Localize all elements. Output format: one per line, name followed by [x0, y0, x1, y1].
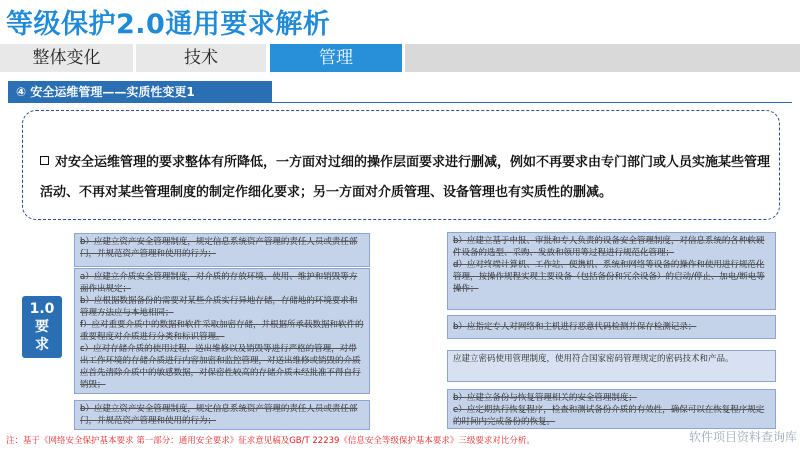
card-line: b）应根据数据备份的需要对某些介质实行异地存储，存储地的环境要求和管理方法应与本地相同；: [80, 296, 358, 318]
page-title: 等级保护2.0通用要求解析: [6, 9, 331, 40]
right-card-crypto-management: [447, 350, 776, 382]
card-line: b）应建立资产安全管理制度，规定信息系统资产管理的责任人员或责任部门，并规范资产管理和使用的行为；: [80, 237, 358, 259]
card-line: f）应对重要介质中的数据和软件采取加密存储，并根据所承载数据和软件的重要程度对介质进行分类和标识管理。: [80, 320, 364, 342]
left-card-asset-policy: [74, 233, 370, 267]
card-line: c）应对存储介质的使用过程、送出维修以及销毁等进行严格的管理，对带出工作环境的存储介质进行内容加密和监控管理，对送出维修或销毁的介质应首先清除介质中的敏感数据，对保密性较高的存储介质未经批准不得自行销毁；: [80, 344, 361, 390]
summary-text: 对安全运维管理的要求整体有所降低，一方面对过细的操作层面要求进行删减，例如不再要求由专门部门或人员实施某些管理活动、不再对某些管理制度的制定作细化要求；另一方面对介质管理、设备管理也有实质性的删减。: [40, 155, 771, 200]
card-line: d）应对终端计算机、工作站、便携机、系统和网络等设备的操作和使用进行规范化管理，按操作规程实现主要设备（包括备份和冗余设备）的启动/停止、加电/断电等操作；: [453, 260, 765, 294]
card-line: b）应指定专人对网络和主机进行恶意代码检测并保存检测记录；: [453, 322, 697, 332]
tab-management[interactable]: 管理: [270, 44, 402, 72]
left-card-asset-policy-repeat: [74, 400, 370, 430]
req-label-version: 1.0: [29, 301, 55, 317]
card-line: a）应建立介质安全管理制度，对介质的存放环境、使用、维护和销毁等方面作出规定；: [80, 272, 358, 294]
bullet-square-icon: [40, 156, 49, 165]
left-card-media-management: [74, 268, 370, 394]
right-card-malware-detection: [447, 315, 776, 339]
tab-bar-filler: [405, 44, 800, 72]
req-label-char-1: 要: [35, 319, 49, 335]
tab-bar: [0, 44, 800, 72]
requirement-version-label: [22, 296, 62, 358]
card-line: b）应建立资产安全管理制度，规定信息系统资产管理的责任人员或责任部门，并规范资产管理和使用的行为；: [80, 404, 358, 426]
tab-technical[interactable]: 技术: [136, 44, 266, 72]
tab-overall-changes[interactable]: 整体变化: [0, 44, 133, 72]
card-line: b）应建立备份与恢复管理相关的安全管理制度；: [453, 393, 637, 403]
right-card-device-management: [447, 232, 776, 310]
card-line: e）应定期执行恢复程序，检查和测试备份介质的有效性，确保可以在恢复程序规定的时间内完成备份的恢复。: [453, 405, 765, 427]
section-heading: ④ 安全运维管理——实质性变更1: [8, 81, 272, 103]
section-divider: [272, 102, 792, 103]
card-line: b）应建立基于申报、审批和专人负责的设备安全管理制度，对信息系统的各种软硬件设备的选型、采购、发放和领用等过程进行规范化管理；: [453, 236, 765, 258]
right-card-backup-recovery: [447, 389, 776, 429]
summary-paragraph: [40, 148, 776, 208]
watermark: 软件项目资料查询库: [688, 430, 797, 444]
footnote: 注：基于《网络安全保护基本要求 第一部分：通用安全要求》征求意见稿及GB/T 22239《信息安全等级保护基本要求》三级要求对比分析。: [6, 436, 535, 446]
req-label-char-2: 求: [35, 337, 49, 353]
card-line: 应建立密码使用管理制度，使用符合国家密码管理规定的密码技术和产品。: [453, 354, 734, 364]
